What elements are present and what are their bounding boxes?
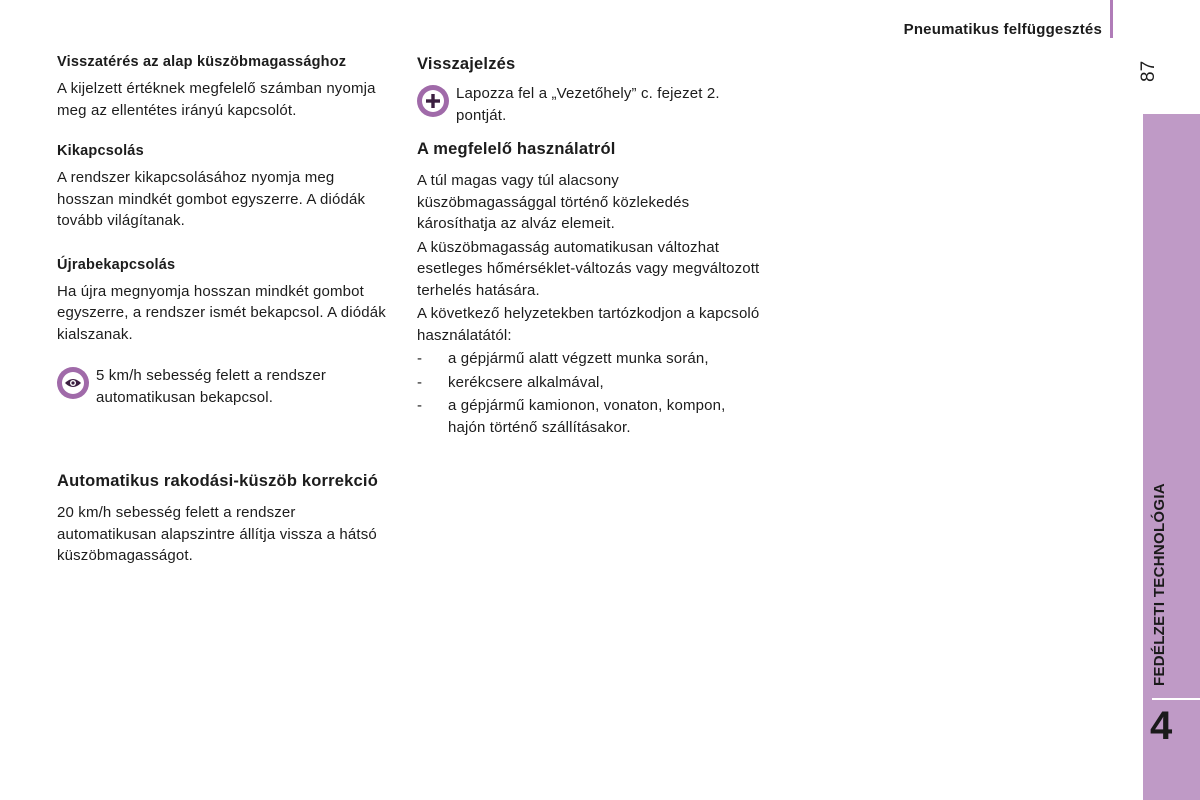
- heading-feedback: Visszajelzés: [417, 55, 516, 73]
- text-proper-use-2: A küszöbmagasság automatikusan változhat esetleges hőmérséklet-változás vagy megváltozott terhelés hatására.: [417, 238, 760, 299]
- list-item-text: a gépjármű kamionon, vonaton, kompon, hajón történő szállításakor.: [448, 397, 726, 436]
- list-item-text: kerékcsere alkalmával,: [448, 373, 604, 391]
- list-dash: -: [417, 397, 423, 414]
- note-text: Lapozza fel a „Vezetőhely” c. fejezet 2. pontját.: [456, 85, 720, 124]
- list-item: [417, 372, 762, 394]
- middle-column: [417, 54, 762, 438]
- text-auto-threshold: 20 km/h sebesség felett a rendszer automatikusan alapszintre állítja vissza a hátsó küszöbmagasságot.: [57, 504, 377, 564]
- list-item: [417, 395, 762, 438]
- chapter-label: FEDÉLZETI TECHNOLÓGIA: [1151, 483, 1168, 686]
- chapter-divider: [1152, 698, 1200, 700]
- chapter-label-box: [1143, 300, 1183, 690]
- list-item: [417, 348, 762, 370]
- page-number: 87: [1138, 60, 1159, 82]
- list-dash: -: [417, 373, 423, 391]
- text-proper-use-3: A következő helyzetekben tartózkodjon a kapcsoló használatától:: [417, 305, 760, 344]
- text-switch-on-again: Ha újra megnyomja hosszan mindkét gombot egyszerre, a rendszer ismét bekapcsol. A diódák kialszanak.: [57, 282, 386, 343]
- text-proper-use-1: A túl magas vagy túl alacsony küszöbmagassággal történő közlekedés károsíthatja az alváz elemeit.: [417, 172, 690, 232]
- header-accent-bar: [1110, 0, 1113, 38]
- heading-switch-on-again: Újrabekapcsolás: [57, 256, 176, 273]
- heading-auto-threshold: Automatikus rakodási-küszöb korrekció: [57, 472, 378, 490]
- list-dash: -: [417, 350, 423, 367]
- plus-icon: [417, 85, 449, 117]
- text-return-default: A kijelzett értéknek megfelelő számban nyomja meg az ellentétes irányú kapcsolót.: [57, 80, 376, 119]
- chapter-number: 4: [1150, 704, 1173, 748]
- heading-return-default: Visszatérés az alap küszöbmagassághoz: [57, 54, 347, 70]
- heading-proper-use: A megfelelő használatról: [417, 140, 616, 158]
- note-text: 5 km/h sebesség felett a rendszer automatikusan bekapcsol.: [96, 367, 327, 406]
- note-auto-reactivate: [57, 365, 392, 408]
- heading-switch-off: Kikapcsolás: [57, 143, 144, 159]
- note-see-chapter: [417, 83, 762, 126]
- left-column: [57, 54, 392, 567]
- text-switch-off: A rendszer kikapcsolásához nyomja meg hosszan mindkét gombot egyszerre. A diódák tovább világítanak.: [57, 169, 366, 229]
- running-title: Pneumatikus felfüggesztés: [903, 21, 1102, 38]
- page-number-box: [1138, 56, 1164, 84]
- eye-icon: [57, 367, 89, 399]
- list-item-text: a gépjármű alatt végzett munka során,: [448, 350, 709, 367]
